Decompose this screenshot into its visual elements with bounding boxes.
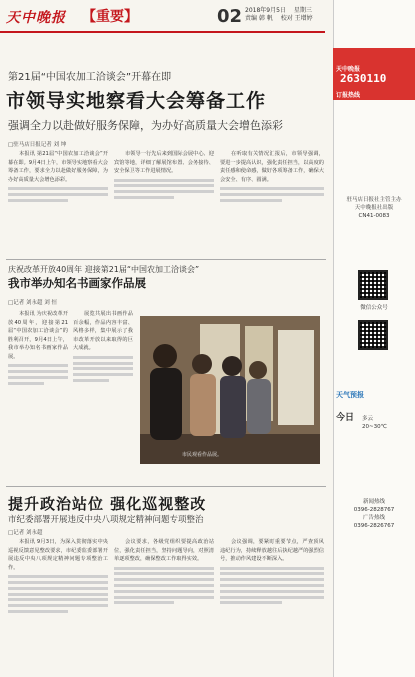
article3-paragraph-2: 会议要求，各级党组织要提高政治站位，强化责任担当，坚持问题导向，对照清单逐项整改，确保整改工作取得实效。 xyxy=(114,539,214,563)
article3-column-2 xyxy=(114,538,214,672)
newspaper-logo: 天中晚报 xyxy=(6,10,66,26)
lead-paragraph-2: 市领导一行先后来到国际会展中心、迎宾馆等地，详细了解展馆布置、会务接待、安全保卫等工作进展情况。 xyxy=(114,151,214,175)
qr-code-icon-2 xyxy=(358,320,388,350)
qr-code-icon xyxy=(358,270,388,300)
lead-paragraph-3: 在听取有关情况汇报后，市领导强调，要进一步提高认识，强化责任担当，以高度的责任感和使命感，做好各项筹备工作，确保大会安全、有序、圆满。 xyxy=(220,151,324,183)
article2-paragraph-1: 本报讯 为庆祝改革开放40周年，迎接第21届“中国农加工洽谈会”的胜利召开，9月4日上午，我市举办知名书画家作品展。 xyxy=(8,311,68,360)
contact-info xyxy=(335,498,413,530)
article3-column-3 xyxy=(220,538,324,672)
contact-label-1: 新闻热线 xyxy=(362,499,385,505)
promo-number: 2630110 xyxy=(340,72,387,85)
contact-value-1: 0396-2828767 xyxy=(353,507,395,513)
publisher-line-1: 驻马店日报社主管主办 xyxy=(346,197,402,203)
lead-column-3 xyxy=(220,150,324,255)
contact-label-2: 广告热线 xyxy=(362,515,385,521)
contact-value-2: 0396-2826767 xyxy=(353,523,395,529)
issue-date: 2018年9月5日 xyxy=(245,7,286,14)
editor-credit: 责编 韩 帆 xyxy=(245,15,273,22)
article3-byline: □记者 刘永超 xyxy=(8,530,43,536)
promo-line: 订报热线 xyxy=(336,92,361,99)
article2-column-2 xyxy=(73,310,133,480)
lead-kicker: 第21届“中国农加工洽谈会”开幕在即 xyxy=(8,72,172,83)
divider-2 xyxy=(6,486,326,487)
article3-paragraph-1: 本报讯 9月3日，为深入贯彻落实中央巡视反馈意见整改要求，市纪委监委部署开展违反中央八项规定精神问题专项整治工作。 xyxy=(8,539,108,571)
lead-headline: 市领导实地察看大会筹备工作 xyxy=(6,90,267,112)
article3-headline: 提升政治站位 强化巡视整改 xyxy=(8,495,207,513)
exhibition-photo-illustration xyxy=(140,316,320,464)
lead-deck: 强调全力以赴做好服务保障，为办好高质量大会增色添彩 xyxy=(8,119,283,132)
article2-paragraph-2: 展览共展出书画作品百余幅，作品内容丰富、风格多样，集中展示了我市改革开放以来取得的巨大成就。 xyxy=(73,311,133,352)
weather-desc: 多云 xyxy=(362,416,374,422)
masthead-rule xyxy=(0,31,325,33)
masthead-meta xyxy=(245,7,319,23)
checker-credit: 校对 王增婷 xyxy=(280,15,313,22)
weather-temp: 20~30℃ xyxy=(362,424,387,430)
article2-kicker: 庆祝改革开放40周年 迎接第21届“中国农加工洽谈会” xyxy=(8,265,200,274)
promo-title: 天中晚报 xyxy=(336,66,361,73)
article2-byline: □记者 刘永超 刘 恒 xyxy=(8,300,57,306)
lead-paragraph-1: 本报讯 第21届“中国农加工洽谈会”开幕在即。9月4日上午，市领导实地察看大会筹备工作，要求全力以赴做好服务保障，为办好高质量大会增色添彩。 xyxy=(8,151,108,183)
divider-1 xyxy=(6,259,326,260)
lead-column-2 xyxy=(114,150,214,255)
paper-info xyxy=(335,196,413,220)
article2-headline: 我市举办知名书画家作品展 xyxy=(8,276,146,290)
weather-title: 天气预报 xyxy=(336,391,364,399)
article3-deck: 市纪委部署开展违反中央八项规定精神问题专项整治 xyxy=(8,515,204,525)
lead-column-1 xyxy=(8,150,108,255)
qr-label: 微信公众号 xyxy=(360,305,388,311)
photo-caption: 市民观看作品展。 xyxy=(182,452,223,458)
section-label: 【重要】 xyxy=(82,9,138,25)
issue-weekday: 星期三 xyxy=(293,7,312,14)
article3-column-1 xyxy=(8,538,108,672)
article2-column-1 xyxy=(8,310,68,480)
issn-number: CN41-0083 xyxy=(358,213,390,219)
lead-byline: □驻马店日报记者 刘 坤 xyxy=(8,142,67,148)
article3-paragraph-3: 会议强调，要紧盯重要节点，严查顶风违纪行为，持续释放越往后执纪越严的强烈信号，推动作风建设不断深入。 xyxy=(220,539,324,563)
publisher-line-2: 天中晚报社出版 xyxy=(354,205,394,211)
page-number: 02 xyxy=(217,6,243,27)
weather-today: 今日 xyxy=(336,413,355,423)
exhibition-photo xyxy=(140,316,320,464)
